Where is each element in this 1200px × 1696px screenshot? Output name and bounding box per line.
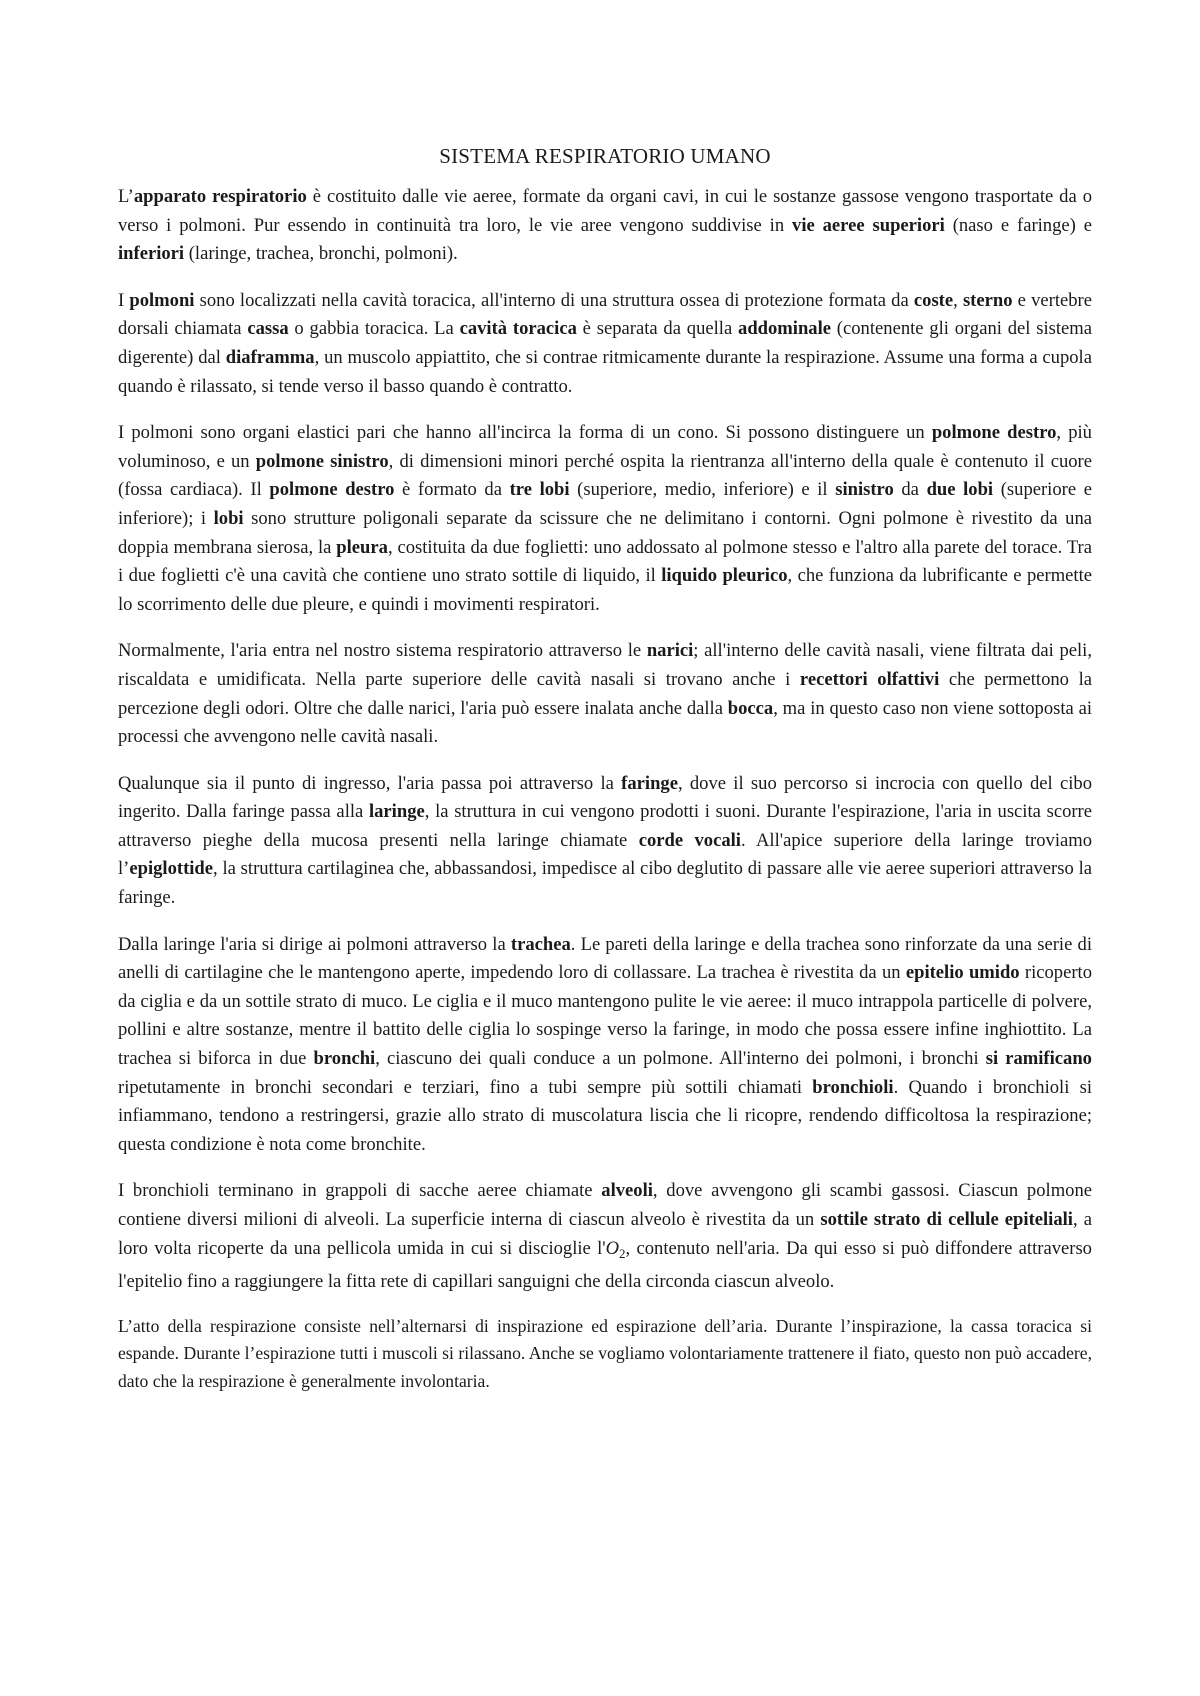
text-run: (superiore, medio, inferiore) e il [569, 479, 836, 501]
paragraph [118, 637, 1092, 751]
italic-symbol: O [605, 1237, 620, 1259]
text-run: I [118, 289, 130, 311]
text-run: , dove avvengono gli scambi gassosi. Ciascun polmone contiene diversi milioni di alveoli. La superficie interna di ciascun alveolo è rivestita da un [118, 1180, 1092, 1230]
text-run: Dalla laringe l'aria si dirige ai polmoni attraverso la [118, 933, 511, 955]
text-run: Qualunque sia il punto di ingresso, l'aria passa poi attraverso la [118, 772, 622, 794]
text-run: è formato da [394, 479, 510, 501]
text-run: (naso e faringe) e [944, 214, 1092, 236]
text-run: , che funziona da lubrificante e permette lo scorrimento delle due pleure, e quindi i movimenti respiratori. [118, 565, 1092, 615]
bold-term: epiglottide [129, 858, 214, 880]
bold-term: polmoni [129, 289, 195, 311]
bold-term: cavità toracica [459, 318, 577, 340]
bold-term: addominale [738, 318, 832, 340]
text-run: , ma in questo caso non viene sottoposta ai processi che avvengono nelle cavità nasali. [118, 697, 1092, 748]
text-run: è separata da quella [576, 318, 739, 340]
text-run: , costituita da due foglietti: uno addossato al polmone stesso e l'altro alla parete del torace. Tra i due foglietti c'è una cavità che contiene uno strato sottile di liquido, il [118, 536, 1092, 587]
text-run: . Le pareti della laringe e della trachea sono rinforzate da una serie di anelli di cartilagine che le mantengono aperte, impedendo loro di collassare. La trachea è rivestita da un [118, 933, 1093, 984]
bold-term: polmone destro [931, 422, 1057, 444]
bold-term: si ramificano [985, 1048, 1092, 1070]
text-run: (laringe, trachea, bronchi, polmoni). [184, 243, 458, 265]
text-run: , ciascuno dei quali conduce a un polmone. All'interno dei polmoni, i bronchi [375, 1048, 986, 1070]
paragraph [118, 1177, 1092, 1296]
paragraph [118, 419, 1092, 619]
paragraph [118, 183, 1092, 269]
bold-term: epitelio umido [905, 962, 1020, 984]
text-run: (superiore e inferiore); i [118, 479, 1092, 529]
bold-term: bronchioli [812, 1076, 894, 1098]
text-run: , più voluminoso, e un [118, 422, 1092, 472]
text-run: sono localizzati nella cavità toracica, all'interno di una struttura ossea di protezione formata da [194, 289, 914, 311]
text-run: , contenuto nell'aria. Da qui esso si può diffondere attraverso l'epitelio fino a raggiungere la fitta rete di capillari sanguigni che della circonda ciascun alveolo. [118, 1237, 1092, 1293]
text-run: I polmoni sono organi elastici pari che hanno all'incirca la forma di un cono. Si possono distinguere un [118, 422, 932, 444]
subscript: 2 [619, 1245, 626, 1261]
bold-term: liquido pleurico [661, 565, 788, 587]
text-run: è costituito dalle vie aeree, formate da organi cavi, in cui le sostanze gassose vengono trasportate da o verso i polmoni. Pur essendo in continuità tra loro, le vie aree vengono suddivise in [118, 186, 1092, 236]
text-run: . All'apice superiore della laringe troviamo l’ [118, 829, 1092, 880]
bold-term: polmone destro [269, 479, 395, 501]
paragraph [118, 770, 1092, 913]
text-run: e vertebre dorsali chiamata [118, 289, 1092, 340]
bold-term: vie aeree superiori [792, 214, 945, 236]
text-run: . Quando i bronchioli si infiammano, tendono a restringersi, grazie allo strato di muscolatura liscia che li ricopre, rendendo difficoltosa la respirazione; questa condizione è nota come bronchite. [118, 1076, 1093, 1155]
text-run: , la struttura cartilaginea che, abbassandosi, impedisce al cibo deglutito di passare alle vie aeree superiori attraverso la faringe. [118, 858, 1092, 909]
paragraph [118, 931, 1092, 1160]
text-run: , [953, 289, 963, 311]
text-run: Normalmente, l'aria entra nel nostro sistema respiratorio attraverso le [118, 640, 647, 662]
bold-term: sterno [962, 289, 1013, 311]
paragraph [118, 1313, 1092, 1396]
bold-term: bronchi [313, 1048, 376, 1070]
paragraph [118, 287, 1092, 401]
bold-term: bocca [727, 697, 774, 719]
bold-term: due lobi [926, 479, 994, 501]
bold-term: faringe [621, 772, 678, 794]
bold-term: recettori olfattivi [799, 668, 940, 690]
text-run: , un muscolo appiattito, che si contrae ritmicamente durante la respirazione. Assume una forma a cupola quando è rilassato, si tende verso il basso quando è contratto. [118, 346, 1092, 397]
bold-term: sinistro [835, 479, 894, 501]
bold-term: tre lobi [509, 479, 570, 501]
bold-term: cassa [247, 318, 289, 340]
text-run: (contenente gli organi del sistema digerente) dal [118, 318, 1092, 368]
text-run: , la struttura in cui vengono prodotti i suoni. Durante l'espirazione, l'aria in uscita scorre attraverso pieghe della mucosa presenti nella laringe chiamate [118, 801, 1093, 851]
bold-term: inferiori [118, 243, 185, 265]
bold-term: corde vocali [638, 829, 741, 851]
text-run: , a loro volta ricoperte da una pellicola umida in cui si discioglie l' [118, 1209, 1092, 1259]
text-run: ; all'interno delle cavità nasali, viene filtrata dai peli, riscaldata e umidificata. Nella parte superiore delle cavità nasali si trovano anche i [118, 640, 1092, 690]
text-run: da [893, 479, 927, 501]
bold-term: diaframma [225, 346, 315, 368]
text-run: che permettono la percezione degli odori. Oltre che dalle narici, l'aria può essere inalata anche dalla [118, 668, 1093, 719]
bold-term: pleura [336, 536, 388, 558]
bold-term: alveoli [601, 1180, 653, 1202]
text-run: ripetutamente in bronchi secondari e terziari, fino a tubi sempre più sottili chiamati [118, 1076, 813, 1098]
bold-term: laringe [368, 801, 425, 823]
bold-term: lobi [213, 507, 244, 529]
text-run: o gabbia toracica. La [288, 318, 460, 340]
bold-term: narici [646, 640, 694, 662]
document-title: SISTEMA RESPIRATORIO UMANO [439, 144, 771, 168]
text-run: , dove il suo percorso si incrocia con quello del cibo ingerito. Dalla faringe passa alla [118, 772, 1092, 823]
text-run: L’ [118, 186, 134, 207]
bold-term: trachea [510, 933, 571, 955]
bold-term: sottile strato di cellule epiteliali [820, 1209, 1073, 1230]
bold-term: polmone sinistro [255, 450, 389, 472]
document-body [118, 183, 1092, 1395]
bold-term: coste [913, 289, 954, 311]
text-run: L’atto della respirazione consiste nell’alternarsi di inspirazione ed espirazione dell’aria. Durante l’inspirazione, la cassa toracica si espande. Durante l’espirazione tutti i muscoli si rilassano. Anche se vogliamo volontariamente trattenere il fiato, questo non può accadere, dato che la respirazione è generalmente involontaria. [118, 1315, 1092, 1391]
text-run: , di dimensioni minori perché ospita la rientranza all'interno della quale è contenuto il cuore (fossa cardiaca). Il [118, 450, 1092, 501]
text-run: sono strutture poligonali separate da scissure che ne delimitano i contorni. Ogni polmone è rivestito da una doppia membrana sierosa, la [118, 507, 1092, 558]
text-run: I bronchioli terminano in grappoli di sacche aeree chiamate [118, 1180, 602, 1202]
bold-term: apparato respiratorio [133, 186, 307, 207]
text-run: ricoperto da ciglia e da un sottile strato di muco. Le ciglia e il muco mantengono pulite le vie aeree: il muco intrappola particelle di polvere, pollini e altre sostanze, mentre il battito delle ciglia lo sospinge verso la faringe, in modo che possa essere infine inghiottito. La trachea si biforca in due [118, 962, 1093, 1070]
